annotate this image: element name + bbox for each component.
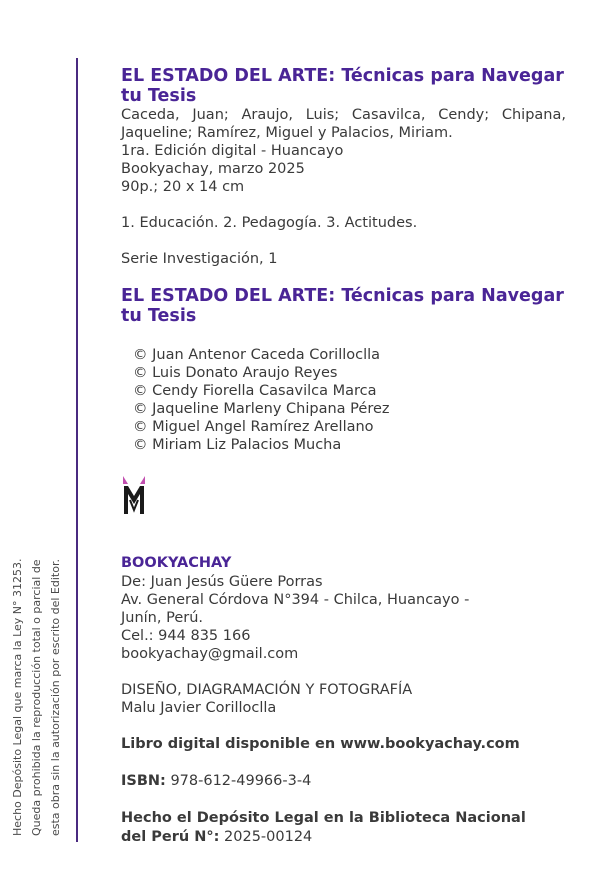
copyright-item: © Juan Antenor Caceda Corilloclla — [133, 347, 381, 363]
design-name: Malu Javier Corilloclla — [121, 700, 277, 716]
book-title-second: EL ESTADO DEL ARTE: Técnicas para Navegar tu Tesis — [121, 286, 564, 326]
copyright-item: © Miguel Angel Ramírez Arellano — [133, 419, 374, 435]
isbn-label: ISBN: — [121, 773, 166, 789]
isbn-value: 978-612-49966-3-4 — [170, 773, 312, 789]
copyright-list — [133, 346, 566, 454]
vertical-rule — [76, 58, 78, 842]
publisher-phone: Cel.: 944 835 166 — [121, 628, 251, 644]
publisher-name: BOOKYACHAY — [121, 555, 232, 571]
digital-availability-note: Libro digital disponible en www.bookyachay.com — [121, 736, 520, 752]
deposit-value: 2025-00124 — [224, 829, 313, 845]
publisher-email: bookyachay@gmail.com — [121, 646, 299, 662]
series-line: Serie Investigación, 1 — [121, 251, 278, 267]
isbn-line — [121, 772, 566, 791]
copyright-item: © Jaqueline Marleny Chipana Pérez — [133, 401, 390, 417]
design-label: DISEÑO, DIAGRAMACIÓN Y FOTOGRAFÍA — [121, 682, 413, 698]
copyright-item: © Miriam Liz Palacios Mucha — [133, 437, 342, 453]
subjects-line: 1. Educación. 2. Pedagogía. 3. Actitudes. — [121, 215, 418, 231]
side-note-line-1: Hecho Depósito Legal que marca la Ley N° 31253. — [11, 558, 24, 836]
copyright-item: © Luis Donato Araujo Reyes — [133, 365, 338, 381]
side-note-line-2: Queda prohibida la reproducción total o parcial de — [30, 559, 43, 836]
publisher-owner: De: Juan Jesús Güere Porras — [121, 574, 323, 590]
authors-line: Caceda, Juan; Araujo, Luis; Casavilca, Cendy; Chipana, Jaqueline; Ramírez, Miguel y Palacios, Miriam. — [121, 107, 566, 141]
book-title-top: EL ESTADO DEL ARTE: Técnicas para Navegar tu Tesis — [121, 66, 564, 106]
publisher-date-line: Bookyachay, marzo 2025 — [121, 161, 305, 177]
bookyachay-logo-icon — [121, 474, 147, 516]
pages-line: 90p.; 20 x 14 cm — [121, 179, 245, 195]
side-note-line-3: esta obra sin la autorización por escrito del Editor. — [49, 559, 62, 836]
colophon-content — [121, 66, 566, 847]
publisher-address-2: Junín, Perú. — [121, 610, 204, 626]
publisher-address-1: Av. General Córdova N°394 - Chilca, Huancayo - — [121, 592, 470, 608]
copyright-item: © Cendy Fiorella Casavilca Marca — [133, 383, 377, 399]
deposit-label-2: del Perú N°: — [121, 829, 220, 845]
deposit-line — [121, 828, 566, 847]
deposit-label-1: Hecho el Depósito Legal en la Biblioteca Nacional — [121, 810, 526, 826]
edition-line: 1ra. Edición digital - Huancayo — [121, 143, 344, 159]
legal-side-note — [8, 516, 65, 836]
